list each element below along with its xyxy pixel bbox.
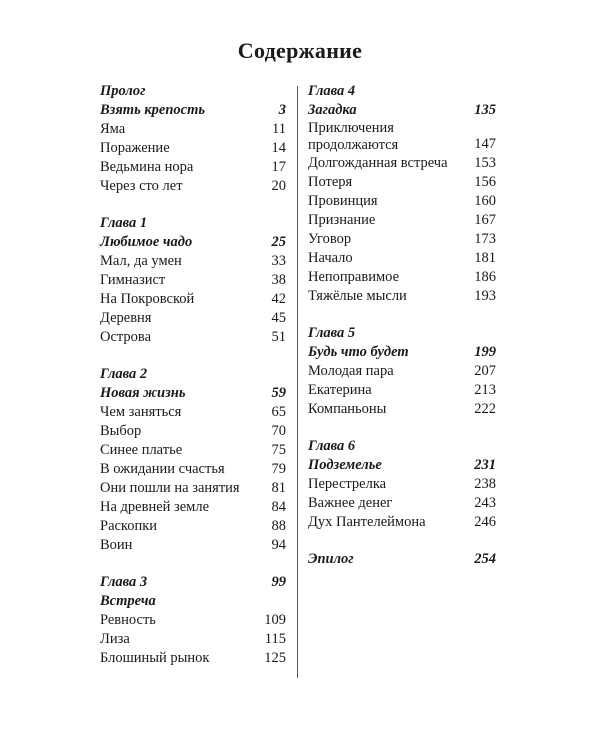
section-label-row <box>308 437 496 456</box>
toc-entry <box>308 249 496 268</box>
toc-entry-title: Дух Пантелеймона <box>308 514 426 530</box>
toc-entry-title: Молодая пара <box>308 363 394 379</box>
toc-section <box>100 82 286 196</box>
section-title: Взять крепость <box>100 102 206 118</box>
toc-entry-title: Долгожданная встреча <box>308 155 448 171</box>
section-title-page: 3 <box>278 102 286 118</box>
toc-entry-title: В ожидании счастья <box>100 461 225 477</box>
toc-entry-page: 84 <box>271 499 286 515</box>
toc-section <box>100 214 286 347</box>
toc-entry <box>100 403 286 422</box>
toc-section <box>308 550 496 569</box>
toc-entry-title: Потеря <box>308 174 353 190</box>
toc-entry-title: Поражение <box>100 140 170 156</box>
section-label: Глава 6 <box>308 438 356 454</box>
toc-section <box>100 573 286 668</box>
toc-entry-title: Воин <box>100 537 133 553</box>
toc-entry-page: 125 <box>264 650 286 666</box>
toc-entry-title: Непоправимое <box>308 269 400 285</box>
toc-entry-title: Яма <box>100 121 126 137</box>
toc-entry-title: На Покровской <box>100 291 195 307</box>
toc-entry <box>100 271 286 290</box>
section-title: Будь что будет <box>308 344 409 360</box>
toc-entry-page: 70 <box>271 423 286 439</box>
section-label-row <box>100 365 286 384</box>
toc-entry-page: 75 <box>271 442 286 458</box>
section-title-row <box>308 343 496 362</box>
toc-entry <box>308 173 496 192</box>
toc-entry-page: 94 <box>271 537 286 553</box>
toc-entry-title: Лиза <box>100 631 130 647</box>
toc-entry <box>308 513 496 532</box>
toc-entry <box>308 211 496 230</box>
toc-entry-page: 160 <box>474 193 496 209</box>
toc-entry <box>100 120 286 139</box>
toc-entry-page: 51 <box>271 329 286 345</box>
toc-entry-page: 11 <box>272 121 286 137</box>
section-label-row <box>100 82 286 101</box>
toc-entry-title: Острова <box>100 329 152 345</box>
section-label-row <box>308 324 496 343</box>
toc-entry-page: 173 <box>474 231 496 247</box>
toc-entry-page: 156 <box>474 174 496 190</box>
toc-entry-title: Ревность <box>100 612 156 628</box>
toc-entry-title: Екатерина <box>308 382 372 398</box>
toc-entry <box>100 630 286 649</box>
toc-entry <box>308 154 496 173</box>
toc-entry-title: Ведьмина нора <box>100 159 194 175</box>
toc-entry-page: 207 <box>474 363 496 379</box>
toc-entry-title: Мал, да умен <box>100 253 182 269</box>
toc-entry-page: 45 <box>271 310 286 326</box>
toc-entry <box>100 498 286 517</box>
section-title: Новая жизнь <box>100 385 186 401</box>
toc-entry <box>308 400 496 419</box>
toc-entry <box>100 252 286 271</box>
toc-entry-title: Признание <box>308 212 376 228</box>
toc-entry-title: Блошиный рынок <box>100 650 210 666</box>
toc-entry-title: Через сто лет <box>100 178 183 194</box>
section-label-row <box>100 214 286 233</box>
section-title-row <box>308 456 496 475</box>
toc-entry-page: 65 <box>271 404 286 420</box>
toc-entry <box>100 177 286 196</box>
toc-entry-title: Уговор <box>308 231 352 247</box>
section-title-row <box>100 384 286 403</box>
toc-entry-page: 147 <box>474 136 496 152</box>
toc-entry-page: 186 <box>474 269 496 285</box>
toc-entry <box>308 381 496 400</box>
section-title-row <box>100 233 286 252</box>
toc-entry-title: Тяжёлые мысли <box>308 288 407 304</box>
section-label-row <box>308 82 496 101</box>
toc-entry-page: 81 <box>271 480 286 496</box>
toc-section <box>100 365 286 555</box>
toc-entry-title: Чем заняться <box>100 404 182 420</box>
toc-entry-page: 213 <box>474 382 496 398</box>
toc-entry-page: 181 <box>474 250 496 266</box>
toc-entry-title: Перестрелка <box>308 476 387 492</box>
section-label: Пролог <box>100 83 146 99</box>
toc-entry-page: 42 <box>271 291 286 307</box>
section-title-page: 135 <box>474 102 496 118</box>
toc-entry-title: На древней земле <box>100 499 210 515</box>
toc-entry <box>100 649 286 668</box>
toc-entry <box>100 139 286 158</box>
section-title: Любимое чадо <box>100 234 193 250</box>
section-title-row <box>100 592 286 611</box>
toc-entry-title: Раскопки <box>100 518 158 534</box>
toc-entry-page: 109 <box>264 612 286 628</box>
section-title: Загадка <box>308 102 357 118</box>
toc-entry <box>100 536 286 555</box>
toc-right-column <box>308 82 496 587</box>
section-title-page: 59 <box>271 385 286 401</box>
toc-entry <box>100 309 286 328</box>
toc-entry <box>308 287 496 306</box>
toc-entry-page: 20 <box>271 178 286 194</box>
section-label: Эпилог <box>308 551 354 567</box>
toc-entry-title: Гимназист <box>100 272 166 288</box>
section-title: Подземелье <box>308 457 382 473</box>
section-title-page: 199 <box>474 344 496 360</box>
toc-entry-page: 238 <box>474 476 496 492</box>
section-label: Глава 3 <box>100 574 148 590</box>
toc-entry-page: 153 <box>474 155 496 171</box>
toc-entry-page: 38 <box>271 272 286 288</box>
toc-entry <box>308 362 496 381</box>
section-label-row <box>100 573 286 592</box>
toc-entry <box>100 460 286 479</box>
toc-entry-title: Они пошли на занятия <box>100 480 240 496</box>
toc-entry-page: 246 <box>474 514 496 530</box>
toc-entry-title: Выбор <box>100 423 142 439</box>
toc-section <box>308 437 496 532</box>
toc-entry-title: Приключения продолжаются <box>308 120 399 153</box>
toc-entry <box>308 120 496 154</box>
toc-entry-title: Важнее денег <box>308 495 393 511</box>
toc-entry-title: Компаньоны <box>308 401 387 417</box>
toc-section <box>308 324 496 419</box>
section-label: Глава 1 <box>100 215 148 231</box>
section-title-row <box>100 101 286 120</box>
section-title: Встреча <box>100 593 156 609</box>
toc-entry <box>100 328 286 347</box>
toc-entry <box>100 290 286 309</box>
toc-entry-page: 167 <box>474 212 496 228</box>
section-title-row <box>308 101 496 120</box>
toc-entry <box>100 441 286 460</box>
toc-section <box>308 82 496 306</box>
page-title: Содержание <box>237 38 363 63</box>
toc-entry <box>100 611 286 630</box>
toc-entry <box>100 517 286 536</box>
toc-entry <box>100 158 286 177</box>
column-divider <box>297 86 298 678</box>
toc-entry-page: 33 <box>271 253 286 269</box>
section-label: Глава 4 <box>308 83 356 99</box>
toc-entry-page: 17 <box>271 159 286 175</box>
toc-entry-page: 193 <box>474 288 496 304</box>
toc-entry <box>308 494 496 513</box>
section-title-page: 25 <box>271 234 286 250</box>
toc-entry <box>100 422 286 441</box>
toc-entry-page: 88 <box>271 518 286 534</box>
section-label: Глава 5 <box>308 325 356 341</box>
section-label: Глава 2 <box>100 366 148 382</box>
section-label-page: 99 <box>271 574 286 590</box>
toc-entry-page: 79 <box>271 461 286 477</box>
toc-entry-title: Деревня <box>100 310 152 326</box>
toc-entry <box>308 268 496 287</box>
toc-entry <box>100 479 286 498</box>
toc-entry <box>308 192 496 211</box>
section-label-row <box>308 550 496 569</box>
toc-left-column <box>100 82 286 686</box>
toc-entry <box>308 475 496 494</box>
section-title-page: 231 <box>474 457 496 473</box>
toc-entry <box>308 230 496 249</box>
toc-entry-title: Начало <box>308 250 353 266</box>
toc-entry-title: Провинция <box>308 193 378 209</box>
toc-entry-title: Синее платье <box>100 442 183 458</box>
toc-entry-page: 222 <box>474 401 496 417</box>
toc-entry-page: 115 <box>264 631 286 647</box>
toc-entry-page: 14 <box>271 140 286 156</box>
toc-entry-page: 243 <box>474 495 496 511</box>
section-label-page: 254 <box>474 551 496 567</box>
